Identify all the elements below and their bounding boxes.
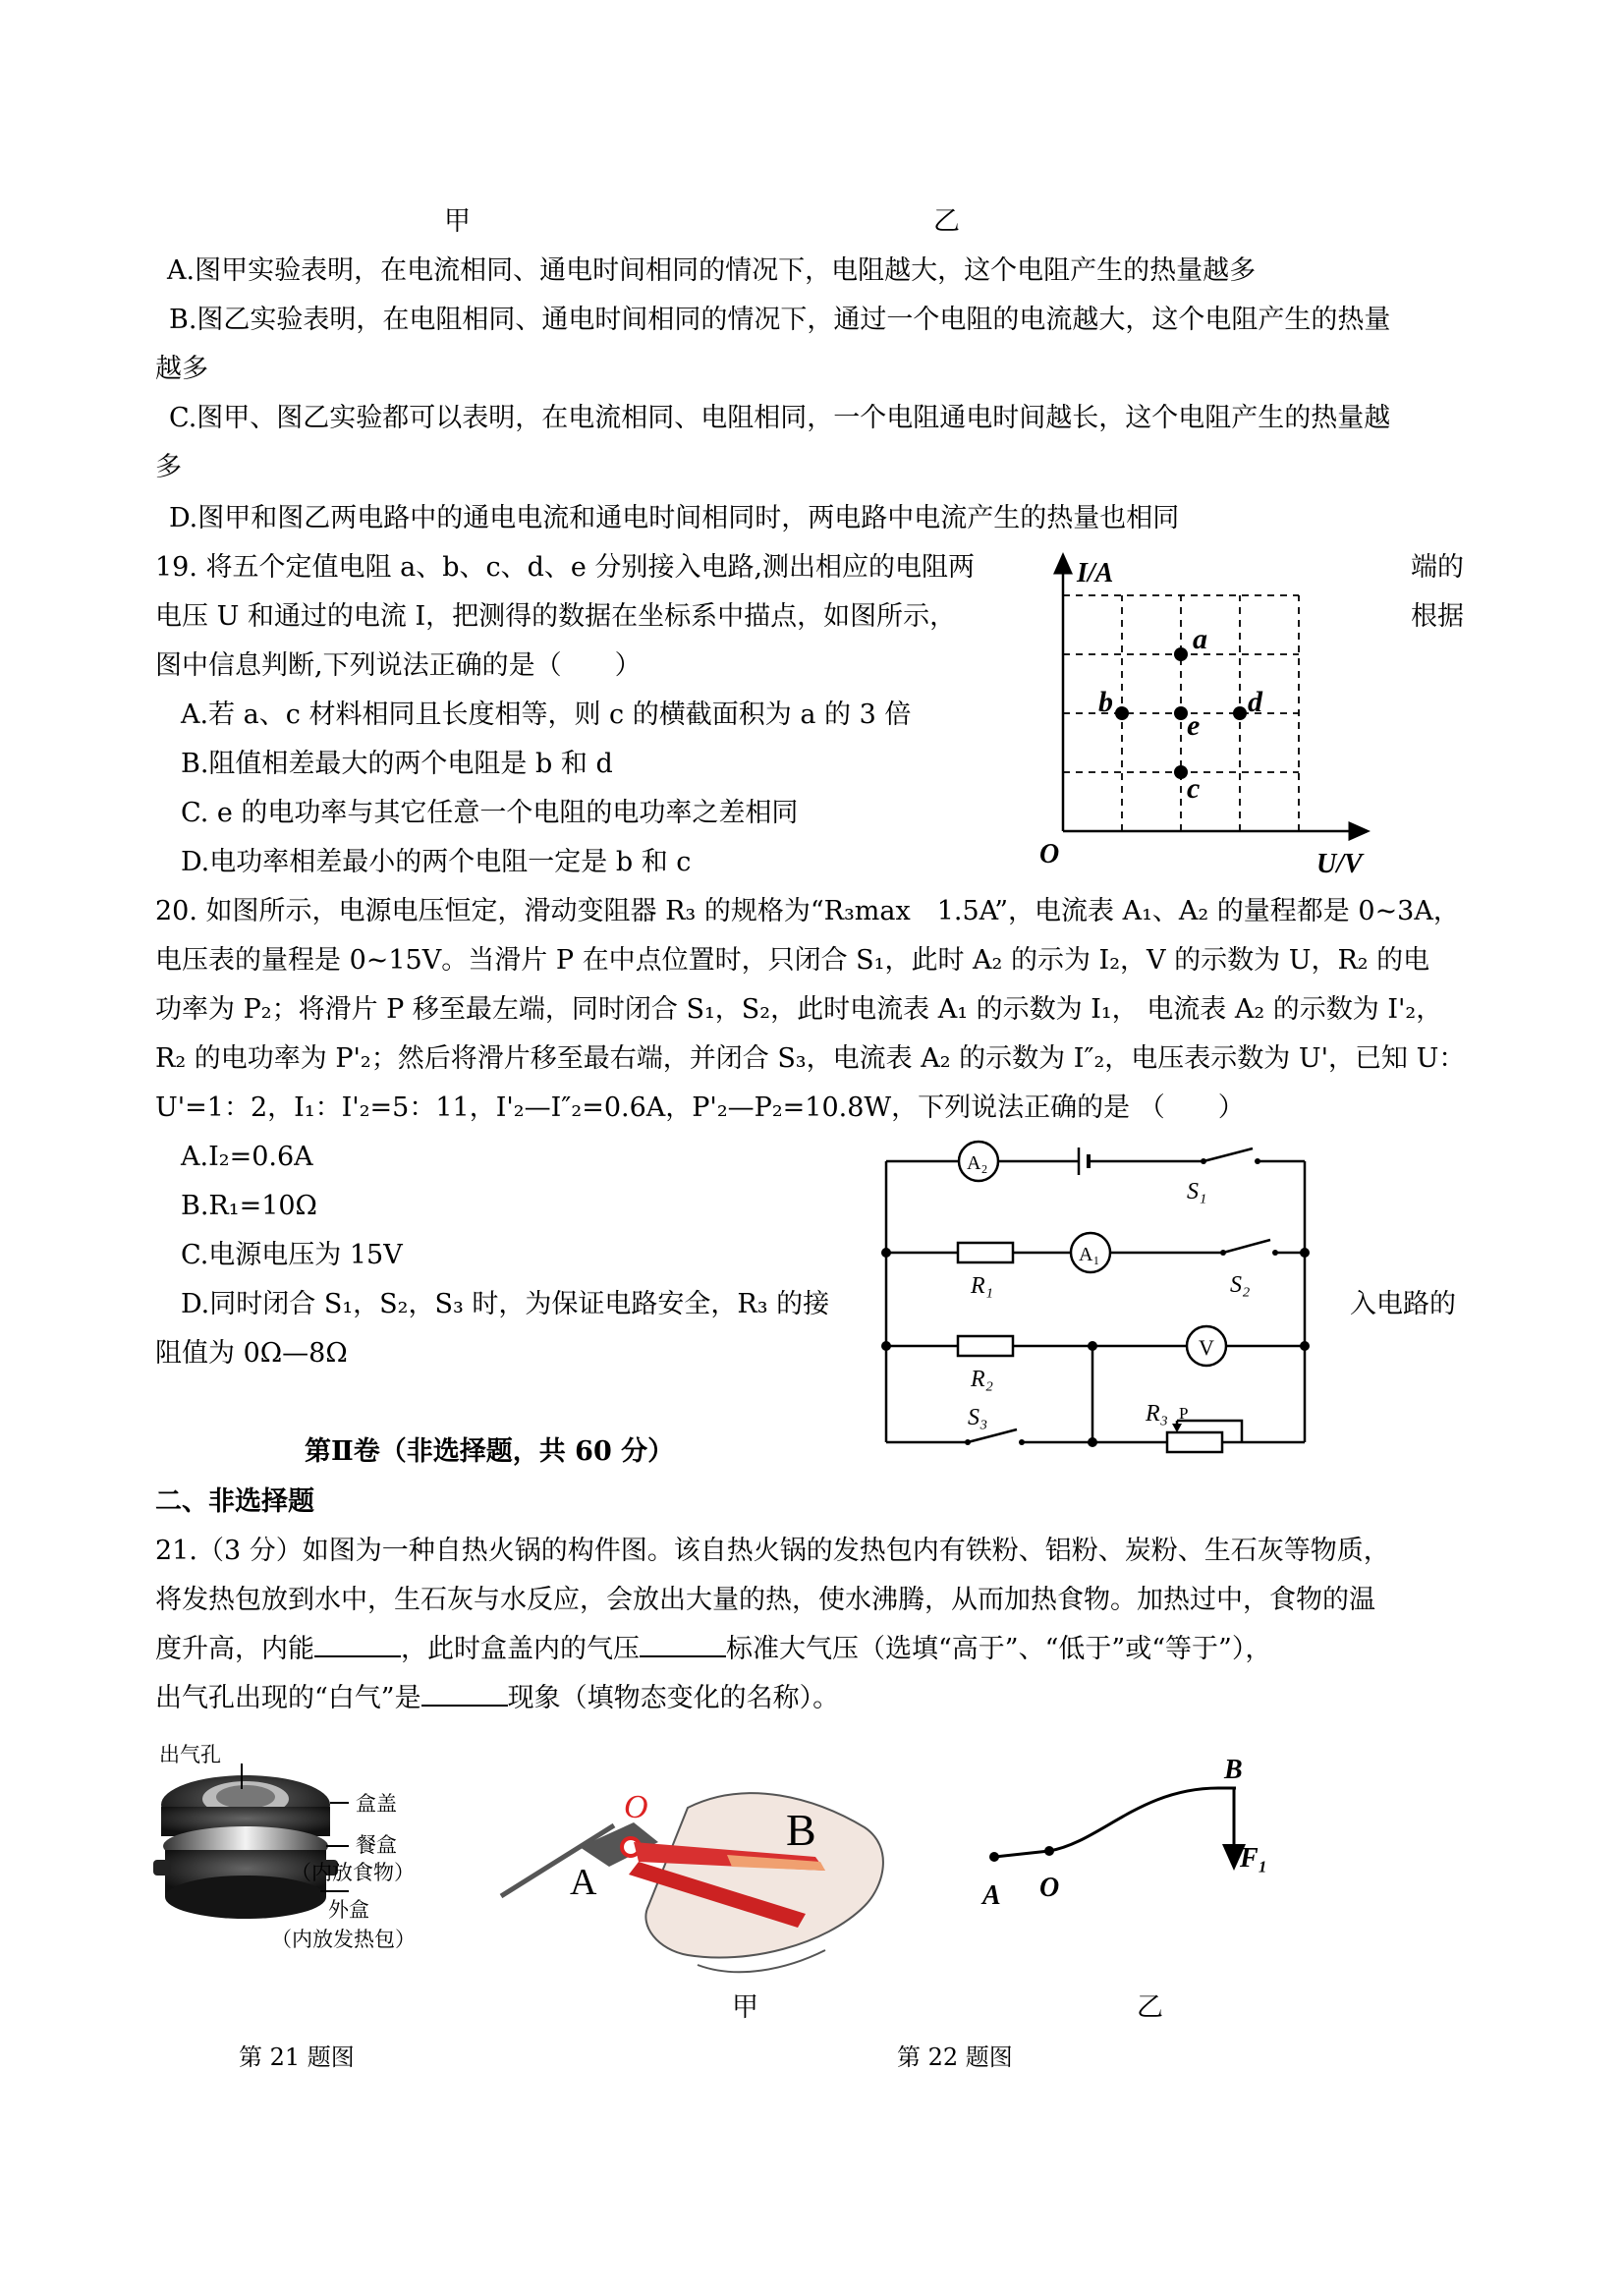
switch-s2-label: S₂ (1230, 1272, 1251, 1298)
pliers-pivot-label: O (624, 1789, 648, 1825)
data-point-label-a: a (1193, 623, 1207, 655)
data-point-a (1174, 647, 1188, 661)
data-point-c (1174, 765, 1188, 779)
q20-option-d-cont: 阻值为 0Ω—8Ω (155, 1338, 348, 1369)
circuit-diagram (865, 1130, 1326, 1454)
hotpot-outer-label: 外盒 (328, 1898, 369, 1922)
q20-stem-line4: R₂ 的电功率为 P'₂；然后将滑片移至最右端，并闭合 S₃，电流表 A₂ 的示数为 I″₂，电压表示数为 U'，已知 U： (155, 1043, 1466, 1074)
hotpot-meal-label: 餐盒 (356, 1833, 397, 1857)
pliers-point-b-label: B (786, 1805, 816, 1855)
lever-pivot-o-label: O (1039, 1873, 1060, 1903)
pliers-point-a-label: A (570, 1862, 597, 1903)
caption-q22: 第 22 题图 (897, 2044, 1013, 2071)
ammeter-a2-label: A₂ (967, 1152, 988, 1174)
q20-stem-line3: 功率为 P₂；将滑片 P 移至最左端，同时闭合 S₁，S₂，此时电流表 A₁ 的示数为 I₁， 电流表 A₂ 的示数为 I'₂， (155, 994, 1443, 1025)
q19-option-c: C. e 的电功率与其它任意一个电阻的电功率之差相同 (181, 798, 799, 828)
q18-option-b: B.图乙实验表明，在电阻相同、通电时间相同的情况下，通过一个电阻的电流越大，这个电阻产生的热量 (169, 305, 1391, 335)
switch-s3-label: S₃ (968, 1405, 988, 1430)
data-point-d (1233, 706, 1247, 720)
q18-option-c: C.图甲、图乙实验都可以表明，在电流相同、电阻相同，一个电阻通电时间越长，这个电阻产生的热量越 (169, 403, 1391, 433)
iu-graph (1022, 550, 1395, 884)
q21-stem-line2: 将发热包放到水中，生石灰与水反应，会放出大量的热，使水沸腾，从而加热食物。加热过中，食物的温 (155, 1585, 1375, 1615)
data-point-e (1174, 706, 1188, 720)
hotpot-figure (147, 1744, 472, 1970)
q20-stem-line5: U'=1：2，I₁：I'₂=5：11，I'₂—I″₂=0.6A，P'₂—P₂=10.8W，下列说法正确的是 （ ） (155, 1092, 1245, 1123)
answer-blank-3[interactable] (421, 1683, 508, 1707)
q20-option-c: C.电源电压为 15V (181, 1240, 403, 1270)
resistor-r2-label: R₂ (971, 1367, 994, 1392)
lever-point-a-label: A (982, 1880, 1001, 1911)
q20-option-b: B.R₁=10Ω (181, 1191, 317, 1221)
answer-blank-2[interactable] (640, 1634, 726, 1657)
caption-yi: 乙 (1137, 1992, 1163, 2023)
slider-p-label: P (1179, 1404, 1189, 1423)
hotpot-outer-note: （内放发热包） (271, 1928, 416, 1951)
q20-stem-line2: 电压表的量程是 0~15V。当滑片 P 在中点位置时，只闭合 S₁，此时 A₂ 的示为 I₂，V 的示数为 U，R₂ 的电 (155, 945, 1430, 976)
q21-stem-line1: 21.（3 分）如图为一种自热火锅的构件图。该自热火锅的发热包内有铁粉、铝粉、炭粉、生石灰等物质， (155, 1536, 1390, 1566)
q19-stem-line1-right: 端的 (1411, 552, 1464, 583)
q20-option-d-right: 入电路的 (1350, 1289, 1456, 1319)
data-point-label-d: d (1248, 686, 1262, 718)
y-axis-label: I/A (1077, 558, 1114, 588)
hotpot-lid-label: 盒盖 (356, 1792, 397, 1816)
resistor-r3-label: R₃ (1146, 1401, 1169, 1427)
q19-stem-line2-right: 根据 (1411, 601, 1464, 632)
q19-option-b: B.阻值相差最大的两个电阻是 b 和 d (181, 749, 613, 779)
figure-label-jia: 甲 (444, 206, 471, 237)
part-two-heading: 二、非选择题 (155, 1486, 314, 1517)
q19-option-a: A.若 a、c 材料相同且长度相等，则 c 的横截面积为 a 的 3 倍 (181, 700, 912, 730)
q20-option-d: D.同时闭合 S₁，S₂，S₃ 时，为保证电路安全，R₃ 的接 (181, 1289, 830, 1319)
q19-option-d: D.电功率相差最小的两个电阻一定是 b 和 c (181, 847, 692, 877)
ammeter-a1-label: A₁ (1079, 1244, 1100, 1265)
figure-label-yi: 乙 (933, 206, 960, 237)
x-axis-label: U/V (1316, 849, 1363, 879)
hotpot-vent-label: 出气孔 (159, 1744, 221, 1766)
q19-stem-line1: 19. 将五个定值电阻 a、b、c、d、e 分别接入电路,测出相应的电阻两 (155, 552, 976, 583)
answer-blank-1[interactable] (314, 1634, 401, 1657)
q21-stem-line4: 出气孔出现的“白气”是 现象（填物态变化的名称）。 (155, 1683, 840, 1713)
q18-option-a: A.图甲实验表明，在电流相同、通电时间相同的情况下，电阻越大，这个电阻产生的热量越多 (167, 255, 1257, 286)
q19-stem-line2: 电压 U 和通过的电流 I，把测得的数据在坐标系中描点，如图所示， (155, 601, 957, 632)
volume-two-heading: 第Ⅱ卷（非选择题，共 60 分） (305, 1436, 675, 1467)
lever-diagram (973, 1749, 1287, 1926)
caption-jia: 甲 (732, 1992, 758, 2023)
q18-option-b-cont: 越多 (155, 354, 208, 384)
data-point-label-e: e (1187, 709, 1201, 742)
q18-option-d: D.图甲和图乙两电路中的通电电流和通电时间相同时，两电路中电流产生的热量也相同 (169, 503, 1180, 533)
data-point-label-c: c (1187, 772, 1201, 805)
origin-label: O (1039, 839, 1060, 869)
switch-s1-label: S₁ (1187, 1179, 1207, 1204)
data-point-b (1115, 706, 1129, 720)
pliers-figure (491, 1768, 904, 1994)
caption-q21: 第 21 题图 (239, 2044, 355, 2071)
resistor-r1-label: R₁ (971, 1273, 994, 1299)
q20-option-a: A.I₂=0.6A (181, 1142, 313, 1172)
q20-stem-line1: 20. 如图所示，电源电压恒定，滑动变阻器 R₃ 的规格为“R₃max 1.5A”，电流表 A₁、A₂ 的量程都是 0~3A， (155, 896, 1460, 926)
voltmeter-label: V (1199, 1335, 1214, 1360)
hotpot-meal-note: （内放食物） (291, 1861, 415, 1884)
q21-stem-line3: 度升高，内能 ，此时盒盖内的气压 标准大气压（选填“高于”、“低于”或“等于”）， (155, 1634, 1272, 1664)
lever-force-label: F₁ (1240, 1843, 1268, 1874)
data-point-label-b: b (1098, 686, 1113, 718)
q18-option-c-cont: 多 (155, 452, 182, 482)
lever-point-b-label: B (1224, 1755, 1243, 1785)
q19-stem-line3: 图中信息判断,下列说法正确的是（ ） (155, 650, 642, 681)
